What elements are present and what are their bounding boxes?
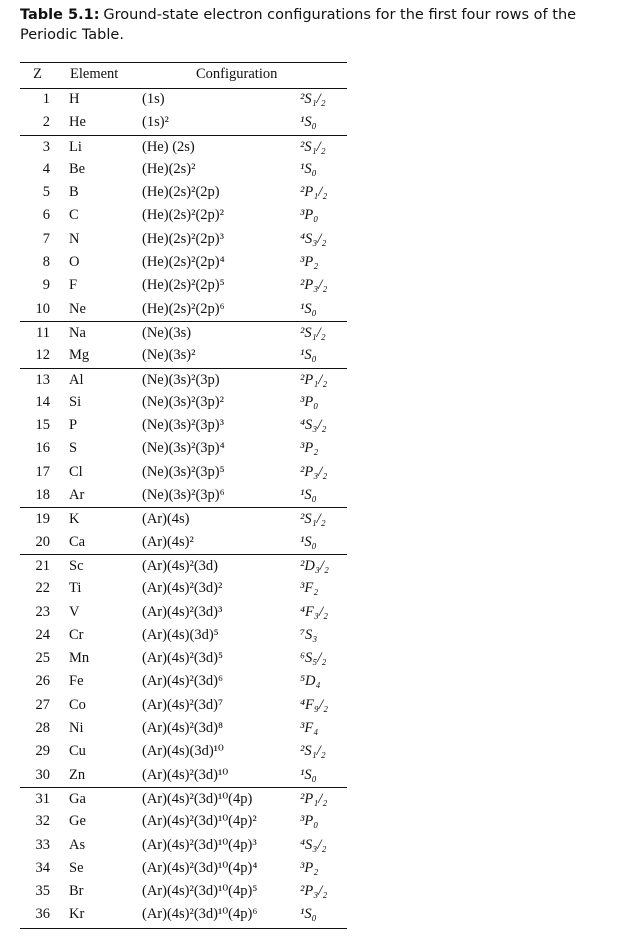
atomic-number: 29	[35, 743, 50, 760]
term-symbol: ¹S₀	[300, 347, 317, 364]
electron-configuration: (Ar)(4s)²(3d)¹⁰(4p)⁴	[142, 859, 258, 876]
electron-configuration: (He)(2s)²(2p)	[142, 184, 220, 201]
atomic-number: 35	[35, 883, 50, 900]
electron-configuration: (Ar)(4s)²(3d)¹⁰	[142, 766, 229, 783]
element-symbol: K	[69, 511, 80, 528]
term-symbol: ²S₁/₂	[300, 511, 326, 528]
table-row	[20, 834, 347, 857]
electron-configuration: (Ar)(4s)	[142, 511, 190, 528]
element-symbol: Se	[69, 859, 84, 876]
header-rule	[20, 88, 347, 89]
element-symbol: F	[69, 277, 78, 294]
term-symbol: ⁴S₃/₂	[300, 836, 327, 853]
atomic-number: 4	[42, 160, 50, 177]
table-row	[20, 810, 347, 833]
element-symbol: He	[69, 114, 86, 131]
table-row	[20, 857, 347, 880]
term-symbol: ²D₃/₂	[300, 557, 329, 574]
element-symbol: Zn	[69, 766, 86, 783]
electron-configuration: (Ar)(4s)²(3d)¹⁰(4p)⁶	[142, 906, 258, 923]
term-symbol: ²P₁/₂	[300, 184, 328, 201]
table-row	[20, 391, 347, 414]
atomic-number: 22	[35, 580, 50, 597]
term-symbol: ²P₃/₂	[300, 463, 328, 480]
table-row	[20, 531, 347, 554]
atomic-number: 17	[35, 463, 50, 480]
term-symbol: ²S₁/₂	[300, 743, 326, 760]
term-symbol: ⁵D₄	[300, 673, 321, 690]
term-symbol: ³P₀	[300, 813, 319, 830]
atomic-number: 31	[35, 790, 50, 807]
table-row	[20, 740, 347, 763]
electron-configuration: (Ar)(4s)²(3d)⁷	[142, 696, 224, 713]
electron-configuration: (He) (2s)	[142, 138, 195, 155]
table-row	[20, 298, 347, 321]
element-symbol: Be	[69, 160, 86, 177]
term-symbol: ¹S₀	[300, 160, 317, 177]
electron-configuration-table	[20, 62, 347, 927]
electron-configuration: (Ne)(3s)²(3p)⁴	[142, 440, 225, 457]
electron-configuration: (He)(2s)²(2p)²	[142, 207, 224, 224]
electron-configuration: (Ar)(4s)²(3d)⁵	[142, 650, 224, 667]
atomic-number: 32	[35, 813, 50, 830]
term-symbol: ¹S₀	[300, 533, 317, 550]
table-row	[20, 601, 347, 624]
term-symbol: ¹S₀	[300, 300, 317, 317]
element-symbol: Ar	[69, 487, 85, 504]
table-row	[20, 135, 347, 158]
atomic-number: 33	[35, 836, 50, 853]
table-row	[20, 461, 347, 484]
atomic-number: 2	[42, 114, 50, 131]
element-symbol: Li	[69, 138, 82, 155]
header-element: Element	[70, 66, 119, 82]
table-row	[20, 507, 347, 530]
atomic-number: 12	[35, 347, 50, 364]
atomic-number: 24	[35, 626, 50, 643]
table-row	[20, 344, 347, 367]
electron-configuration: (He)(2s)²(2p)⁶	[142, 300, 225, 317]
element-symbol: Ga	[69, 790, 86, 807]
atomic-number: 21	[35, 557, 50, 574]
electron-configuration: (1s)	[142, 91, 165, 107]
atomic-number: 10	[35, 300, 50, 317]
electron-configuration: (Ar)(4s)²	[142, 533, 194, 550]
electron-configuration: (Ar)(4s)²(3d)²	[142, 580, 223, 597]
element-symbol: Co	[69, 696, 86, 713]
electron-configuration: (Ne)(3s)²	[142, 347, 196, 364]
electron-configuration: (Ar)(4s)²(3d)	[142, 557, 219, 574]
term-symbol: ²P₃/₂	[300, 883, 328, 900]
element-symbol: Mg	[69, 347, 90, 364]
table-row	[20, 204, 347, 227]
atomic-number: 1	[42, 91, 50, 107]
term-symbol: ²S₁/₂	[300, 138, 326, 155]
table-row	[20, 228, 347, 251]
table-row	[20, 368, 347, 391]
element-symbol: O	[69, 254, 80, 271]
electron-configuration: (He)(2s)²(2p)⁵	[142, 277, 225, 294]
term-symbol: ³F₄	[300, 720, 319, 737]
atomic-number: 30	[35, 766, 50, 783]
electron-configuration: (He)(2s)²(2p)³	[142, 230, 224, 247]
term-symbol: ³P₂	[300, 254, 319, 271]
bottom-rule	[20, 928, 347, 929]
electron-configuration: (Ar)(4s)(3d)⁵	[142, 626, 219, 643]
electron-configuration: (Ne)(3s)²(3p)²	[142, 393, 224, 410]
electron-configuration: (Ar)(4s)²(3d)¹⁰(4p)²	[142, 813, 257, 830]
atomic-number: 27	[35, 696, 50, 713]
table-row	[20, 111, 347, 134]
table-row	[20, 577, 347, 600]
term-symbol: ²S₁/₂	[300, 91, 326, 107]
atomic-number: 26	[35, 673, 50, 690]
table-row	[20, 717, 347, 740]
electron-configuration: (Ar)(4s)²(3d)³	[142, 603, 223, 620]
atomic-number: 11	[36, 324, 50, 341]
electron-configuration: (He)(2s)²	[142, 160, 196, 177]
atomic-number: 25	[35, 650, 50, 667]
table-header	[20, 62, 347, 88]
term-symbol: ²P₁/₂	[300, 790, 328, 807]
element-symbol: Mn	[69, 650, 90, 667]
table-caption	[20, 5, 630, 45]
table-row	[20, 903, 347, 926]
atomic-number: 8	[42, 254, 50, 271]
atomic-number: 7	[42, 230, 50, 247]
electron-configuration: (Ar)(4s)²(3d)⁸	[142, 720, 224, 737]
atomic-number: 34	[35, 859, 50, 876]
element-symbol: B	[69, 184, 79, 201]
table-row	[20, 554, 347, 577]
element-symbol: C	[69, 207, 79, 224]
term-symbol: ³F₂	[300, 580, 319, 597]
electron-configuration: (Ne)(3s)²(3p)⁶	[142, 487, 225, 504]
header-z: Z	[33, 66, 42, 82]
table-row	[20, 787, 347, 810]
element-symbol: H	[69, 91, 80, 107]
term-symbol: ³P₀	[300, 393, 319, 410]
electron-configuration: (He)(2s)²(2p)⁴	[142, 254, 225, 271]
table-row	[20, 321, 347, 344]
element-symbol: Ge	[69, 813, 86, 830]
table-row	[20, 670, 347, 693]
caption-text: Ground-state electron configurations for the first four rows of the Periodic Table.	[20, 7, 577, 43]
element-symbol: Cl	[69, 463, 83, 480]
term-symbol: ⁶S₅/₂	[300, 650, 327, 667]
electron-configuration: (Ar)(4s)²(3d)⁶	[142, 673, 224, 690]
element-symbol: Cr	[69, 626, 84, 643]
term-symbol: ¹S₀	[300, 766, 317, 783]
electron-configuration: (Ar)(4s)²(3d)¹⁰(4p)	[142, 790, 253, 807]
top-rule	[20, 62, 347, 63]
atomic-number: 9	[42, 277, 50, 294]
atomic-number: 5	[42, 184, 50, 201]
table-row	[20, 251, 347, 274]
element-symbol: Ca	[69, 533, 86, 550]
table-row	[20, 158, 347, 181]
element-symbol: P	[69, 417, 78, 434]
term-symbol: ⁴S₃/₂	[300, 230, 327, 247]
table-row	[20, 88, 347, 111]
atomic-number: 19	[35, 511, 50, 528]
electron-configuration: (Ne)(3s)	[142, 324, 192, 341]
element-symbol: As	[69, 836, 86, 853]
term-symbol: ³P₂	[300, 440, 319, 457]
element-symbol: Ne	[69, 300, 86, 317]
table-row	[20, 880, 347, 903]
electron-configuration: (Ne)(3s)²(3p)	[142, 371, 220, 388]
element-symbol: Ti	[69, 580, 82, 597]
electron-configuration: (Ar)(4s)²(3d)¹⁰(4p)³	[142, 836, 257, 853]
caption-label: Table 5.1:	[20, 7, 100, 23]
term-symbol: ²P₃/₂	[300, 277, 328, 294]
table-row	[20, 274, 347, 297]
atomic-number: 18	[35, 487, 50, 504]
element-symbol: Na	[69, 324, 86, 341]
electron-configuration: (Ne)(3s)²(3p)⁵	[142, 463, 225, 480]
atomic-number: 28	[35, 720, 50, 737]
term-symbol: ⁴S₃/₂	[300, 417, 327, 434]
header-configuration: Configuration	[196, 66, 278, 82]
table-row	[20, 437, 347, 460]
table-row	[20, 624, 347, 647]
atomic-number: 36	[35, 906, 50, 923]
term-symbol: ⁷S₃	[300, 626, 318, 643]
table-row	[20, 764, 347, 787]
atomic-number: 3	[42, 138, 50, 155]
atomic-number: 6	[42, 207, 50, 224]
atomic-number: 15	[35, 417, 50, 434]
electron-configuration: (Ar)(4s)²(3d)¹⁰(4p)⁵	[142, 883, 258, 900]
element-symbol: Br	[69, 883, 84, 900]
element-symbol: S	[69, 440, 78, 457]
element-symbol: N	[69, 230, 80, 247]
term-symbol: ³P₂	[300, 859, 319, 876]
table-row	[20, 414, 347, 437]
term-symbol: ⁴F₃/₂	[300, 603, 329, 620]
term-symbol: ¹S₀	[300, 114, 317, 131]
term-symbol: ¹S₀	[300, 487, 317, 504]
element-symbol: Sc	[69, 557, 84, 574]
atomic-number: 14	[35, 393, 50, 410]
table-row	[20, 181, 347, 204]
table-row	[20, 484, 347, 507]
table-row	[20, 694, 347, 717]
electron-configuration: (Ne)(3s)²(3p)³	[142, 417, 224, 434]
term-symbol: ³P₀	[300, 207, 319, 224]
atomic-number: 23	[35, 603, 50, 620]
atomic-number: 20	[35, 533, 50, 550]
term-symbol: ¹S₀	[300, 906, 317, 923]
element-symbol: Al	[69, 371, 84, 388]
atomic-number: 13	[35, 371, 50, 388]
term-symbol: ⁴F₉/₂	[300, 696, 329, 713]
term-symbol: ²S₁/₂	[300, 324, 326, 341]
atomic-number: 16	[35, 440, 50, 457]
electron-configuration: (Ar)(4s)(3d)¹⁰	[142, 743, 224, 760]
table-body	[20, 88, 347, 927]
table-row	[20, 647, 347, 670]
electron-configuration: (1s)²	[142, 114, 169, 131]
element-symbol: Si	[69, 393, 82, 410]
element-symbol: V	[69, 603, 80, 620]
element-symbol: Kr	[69, 906, 85, 923]
element-symbol: Ni	[69, 720, 84, 737]
term-symbol: ²P₁/₂	[300, 371, 328, 388]
element-symbol: Fe	[69, 673, 84, 690]
element-symbol: Cu	[69, 743, 86, 760]
